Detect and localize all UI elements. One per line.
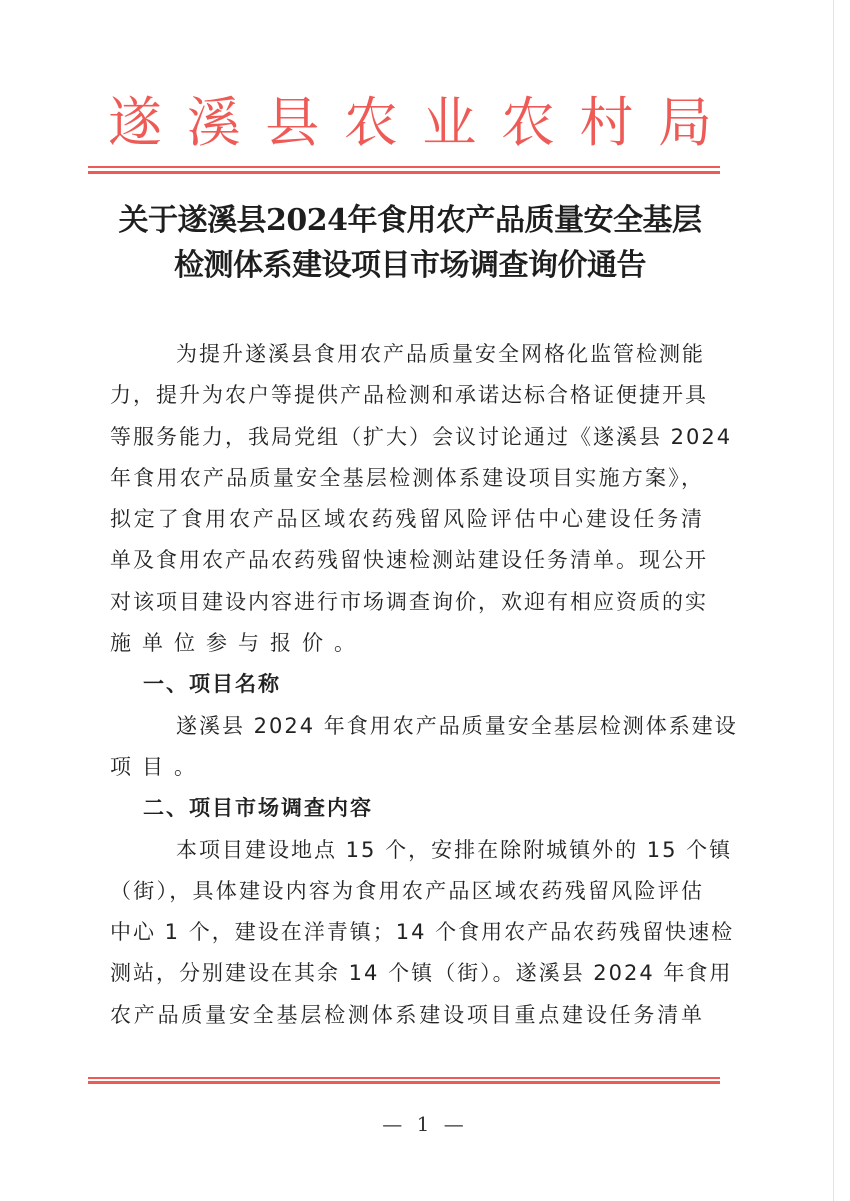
document-body [110,334,738,1036]
text-line: 年食用农产品质量安全基层检测体系建设项目实施方案》， [110,465,704,490]
issuer-letterhead [104,92,716,154]
text-line: （街），具体建设内容为食用农产品区域农药残留风险评估 [110,878,704,903]
paragraph-survey-content [110,830,735,1036]
letterhead-char: 遂 [108,91,162,154]
letterhead-char: 农 [343,91,398,154]
text-line: 单及食用农产品农药残留快速检测站建设任务清单。现公开 [110,548,708,573]
letterhead-char: 县 [265,91,320,154]
text-line: 本项目建设地点 15 个，安排在除附城镇外的 15 个镇 [176,837,733,862]
letterhead-char: 农 [500,91,555,154]
document-title [100,198,720,288]
page-number: — 1 — [382,1112,468,1136]
text-line: 测站，分别建设在其余 14 个镇（街）。遂溪县 2024 年食用 [110,961,733,986]
text-line: 施单位参与报价。 [110,631,366,656]
text-line: 为提升遂溪县食用农产品质量安全网格化监管检测能 [176,342,705,366]
text-line: 拟定了食用农产品区域农药残留风险评估中心建设任务清 [110,507,704,532]
text-line: 对该项目建设内容进行市场调查询价，欢迎有相应资质的实 [110,589,708,614]
text-line: 力，提升为农户等提供产品检测和承诺达标合格证便捷开具 [110,383,708,408]
letterhead-char: 村 [579,91,634,154]
paragraph-intro [110,334,733,664]
section-heading-project-name: 一、项目名称 [143,672,281,697]
letterhead-char: 局 [657,91,712,154]
header-red-rule-thick [88,171,720,174]
page-edge-line [833,0,834,1201]
letterhead-char: 业 [422,91,477,154]
letterhead-char: 溪 [186,91,241,154]
text-line: 等服务能力，我局党组（扩大）会议讨论通过《遂溪县 2024 [110,424,733,449]
text-line: 中心 1 个，建设在洋青镇；14 个食用农产品农药残留快速检 [110,920,735,945]
footer-red-rule-thin [88,1077,720,1079]
footer-red-rule-thick [88,1081,720,1084]
text-line: 项目。 [110,754,206,779]
section-heading-survey-content: 二、项目市场调查内容 [143,796,373,821]
text-line: 遂溪县 2024 年食用农产品质量安全基层检测体系建设 [176,713,738,738]
text-line: 农产品质量安全基层检测体系建设项目重点建设任务清单 [110,1002,704,1027]
header-red-rule-thin [88,166,720,168]
title-line-1: 关于遂溪县2024年食用农产品质量安全基层 [118,203,702,238]
title-line-2: 检测体系建设项目市场调查询价通告 [174,248,646,283]
paragraph-project-name [110,706,738,789]
